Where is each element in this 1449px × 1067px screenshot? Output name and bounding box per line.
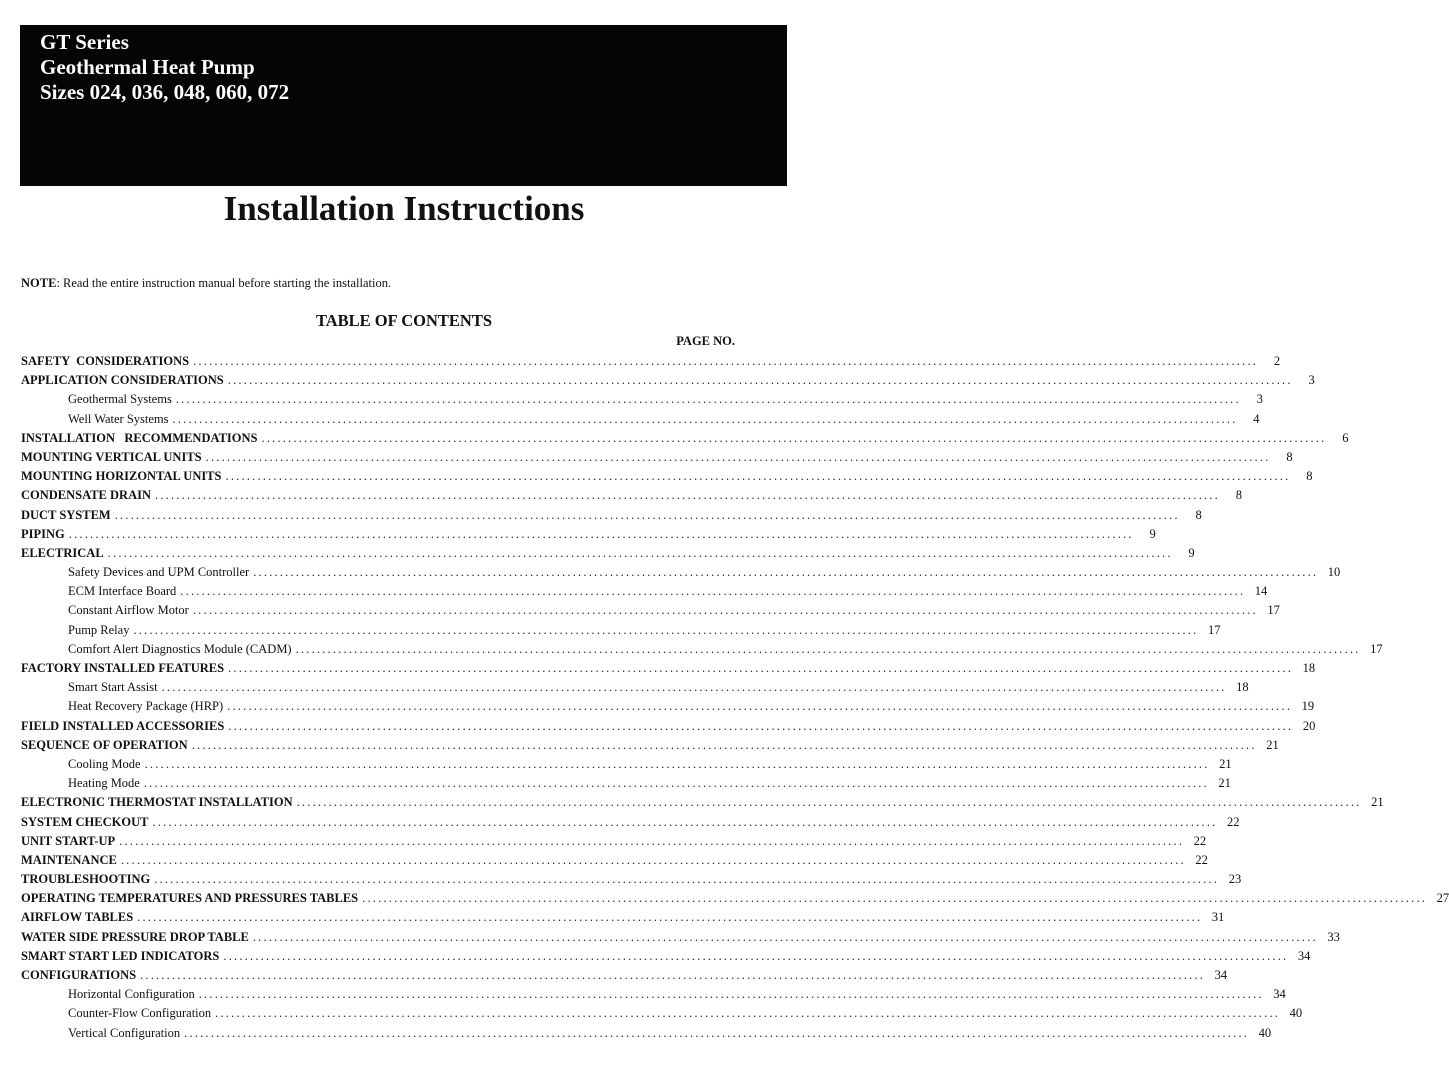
note-label: NOTE [21,276,57,290]
toc-entry[interactable] [21,371,1315,390]
toc-entry-page-number: 8 [1235,488,1242,503]
toc-entry-label: Pump Relay [68,622,130,637]
toc-entry-page-number: 2 [1273,354,1281,368]
toc-dot-leader: ........................................................................................................................................................................................................ [215,1006,1281,1021]
toc-entry[interactable] [21,429,1349,448]
toc-entry-page-number: 22 [1226,814,1240,829]
toc-entry[interactable] [21,793,1384,812]
product-series: GT Series [40,30,129,54]
toc-entry-label: UNIT START-UP [21,833,116,848]
toc-dot-leader: ........................................................................................................................................................................................................ [192,603,1258,618]
toc-entry-page-number: 17 [1267,603,1280,618]
toc-entry-label: PIPING [21,526,65,541]
toc-entry-page-number: 8 [1306,469,1313,484]
toc-dot-leader: ........................................................................................................................................................................................................ [295,641,1361,656]
toc-entry[interactable] [21,506,1202,525]
toc-entry-page-number: 4 [1253,411,1260,426]
toc-entry[interactable] [21,410,1260,429]
toc-entry-label: Smart Start Assist [68,680,158,695]
toc-entry[interactable] [21,832,1207,851]
toc-entry[interactable] [21,390,1263,409]
toc-entry-label: OPERATING TEMPERATURES AND PRESSURES TABLES [21,891,359,906]
toc-entry[interactable] [21,755,1232,774]
toc-dot-leader: ........................................................................................................................................................................................................ [191,737,1257,752]
toc-dot-leader: ........................................................................................................................................................................................................ [225,469,1291,484]
toc-entry[interactable] [21,928,1340,947]
toc-entry-label: Comfort Alert Diagnostics Module (CADM) [68,641,292,656]
toc-entry[interactable] [21,486,1242,505]
toc-entry-label: FACTORY INSTALLED FEATURES [21,661,225,675]
toc-entry-page-number: 40 [1289,1006,1303,1021]
toc-entry-label: MAINTENANCE [21,852,117,867]
toc-dot-leader: ........................................................................................................................................................................................................ [154,872,1220,887]
toc-dot-leader: ........................................................................................................................................................................................................ [114,507,1180,522]
toc-dot-leader: ........................................................................................................................................................................................................ [155,488,1220,503]
toc-entry[interactable] [21,813,1240,832]
toc-entry[interactable] [21,985,1286,1004]
toc-entry-page-number: 34 [1297,948,1311,963]
toc-entry-page-number: 21 [1219,756,1232,771]
toc-entry[interactable] [21,563,1341,582]
toc-entry[interactable] [21,467,1313,486]
toc-entry[interactable] [21,736,1279,755]
toc-dot-leader: ........................................................................................................................................................................................................ [223,948,1289,963]
toc-dot-leader: ........................................................................................................................................................................................................ [152,814,1218,829]
toc-entry-label: SAFETY CONSIDERATIONS [21,354,190,368]
toc-entry-label: CONDENSATE DRAIN [21,488,151,503]
toc-entry-page-number: 34 [1214,968,1228,982]
note-text: : Read the entire instruction manual before starting the installation. [56,276,392,290]
toc-dot-leader: ........................................................................................................................................................................................................ [137,910,1203,925]
toc-entry-page-number: 34 [1273,987,1286,1002]
toc-entry-page-number: 23 [1228,872,1242,887]
toc-entry-label: Horizontal Configuration [68,987,195,1002]
toc-entry-page-number: 19 [1301,699,1315,714]
toc-dot-leader: ........................................................................................................................................................................................................ [252,929,1318,944]
toc-entry-page-number: 10 [1327,565,1341,580]
toc-entry[interactable] [21,640,1383,659]
toc-entry-page-number: 31 [1211,910,1225,925]
toc-entry-page-number: 14 [1254,584,1268,599]
toc-entry[interactable] [21,717,1316,736]
toc-entry[interactable] [21,851,1208,870]
toc-entry[interactable] [21,544,1195,563]
toc-entry-page-number: 9 [1188,545,1195,560]
toc-entry-label: MOUNTING HORIZONTAL UNITS [21,469,222,484]
toc-entry[interactable] [21,697,1315,716]
toc-entry-label: DUCT SYSTEM [21,507,111,522]
toc-dot-leader: ........................................................................................................................................................................................................ [253,565,1319,580]
toc-entry[interactable] [21,678,1249,697]
toc-entry[interactable] [21,1004,1303,1023]
toc-entry-label: MOUNTING VERTICAL UNITS [21,449,202,464]
toc-entry[interactable] [21,870,1242,889]
toc-entry[interactable] [21,448,1293,467]
toc-entry[interactable] [21,621,1221,640]
toc-dot-leader: ........................................................................................................................................................................................................ [205,449,1271,464]
toc-dot-leader: ........................................................................................................................................................................................................ [227,373,1293,388]
toc-entry-label: AIRFLOW TABLES [21,910,134,925]
toc-entry-page-number: 17 [1207,622,1221,637]
toc-heading: TABLE OF CONTENTS [315,311,493,330]
toc-entry-label: Geothermal Systems [68,392,172,407]
toc-entry-page-number: 33 [1327,929,1340,944]
toc-entry-page-number: 3 [1256,392,1263,407]
toc-entry-label: WATER SIDE PRESSURE DROP TABLE [21,929,249,944]
toc-dot-leader: ........................................................................................................................................................................................................ [362,891,1428,906]
toc-entry-page-number: 21 [1266,737,1279,752]
toc-dot-leader: ........................................................................................................................................................................................................ [119,833,1185,848]
toc-dot-leader: ........................................................................................................................................................................................................ [133,622,1199,637]
toc-entry[interactable] [21,525,1156,544]
toc-entry-page-number: 8 [1286,449,1293,464]
toc-dot-leader: ........................................................................................................................................................................................................ [296,795,1362,810]
toc-entry-label: ECM Interface Board [68,584,177,599]
toc-entry-page-number: 21 [1218,776,1231,791]
toc-dot-leader: ........................................................................................................................................................................................................ [228,661,1294,675]
toc-entry-label: CONFIGURATIONS [21,968,137,982]
toc-entry-label: Heating Mode [68,776,140,791]
toc-entry-label: Cooling Mode [68,756,141,771]
toc-entry-label: SYSTEM CHECKOUT [21,814,149,829]
toc-entry-label: Safety Devices and UPM Controller [68,565,250,580]
toc-entry-page-number: 18 [1236,680,1249,695]
toc-entry-page-number: 20 [1302,718,1316,733]
toc-entry-page-number: 9 [1149,526,1156,541]
toc-entry-label: Counter-Flow Configuration [68,1006,212,1021]
toc-dot-leader: ........................................................................................................................................................................................................ [161,680,1227,695]
toc-dot-leader: ........................................................................................................................................................................................................ [172,411,1238,426]
toc-dot-leader: ........................................................................................................................................................................................................ [261,430,1327,445]
toc-dot-leader: ........................................................................................................................................................................................................ [143,776,1209,791]
toc-dot-leader: ........................................................................................................................................................................................................ [193,354,1259,368]
toc-dot-leader: ........................................................................................................................................................................................................ [180,584,1246,599]
toc-entry[interactable] [21,947,1311,966]
toc-entry-label: Heat Recovery Package (HRP) [68,699,224,714]
toc-entry-page-number: 22 [1195,852,1208,867]
toc-dot-leader: ........................................................................................................................................................................................................ [227,699,1293,714]
toc-entry[interactable] [21,908,1225,927]
product-type: Geothermal Heat Pump [40,55,255,79]
toc-dot-leader: ........................................................................................................................................................................................................ [120,852,1186,867]
toc-entry-label: Constant Airflow Motor [68,603,189,618]
toc-dot-leader: ........................................................................................................................................................................................................ [228,718,1294,733]
toc-entry-label: Vertical Configuration [68,1025,181,1040]
toc-entry-label: SMART START LED INDICATORS [21,948,220,963]
toc-entry-label: ELECTRONIC THERMOSTAT INSTALLATION [21,795,293,810]
toc-dot-leader: ........................................................................................................................................................................................................ [198,987,1264,1002]
product-sizes: Sizes 024, 036, 048, 060, 072 [40,80,290,104]
toc-entry-label: FIELD INSTALLED ACCESSORIES [21,718,225,733]
header-banner [20,25,787,186]
toc-entry-page-number: 6 [1342,430,1349,445]
toc-dot-leader: ........................................................................................................................................................................................................ [68,526,1134,541]
toc-entry-label: TROUBLESHOOTING [21,872,151,887]
toc-entry-label: APPLICATION CONSIDERATIONS [21,373,224,388]
toc-entry[interactable] [21,659,1316,678]
table-of-contents [21,352,1449,1043]
toc-dot-leader: ........................................................................................................................................................................................................ [107,545,1173,560]
page-number-header: PAGE NO. [676,334,735,348]
toc-entry-label: Well Water Systems [68,411,169,426]
toc-dot-leader: ........................................................................................................................................................................................................ [144,756,1210,771]
toc-dot-leader: ........................................................................................................................................................................................................ [140,968,1206,982]
note-line [21,276,391,291]
toc-entry[interactable] [21,966,1228,985]
toc-entry[interactable] [21,1024,1272,1043]
toc-entry-label: INSTALLATION RECOMMENDATIONS [21,430,258,445]
document-title: Installation Instructions [223,189,585,228]
toc-entry-page-number: 40 [1258,1025,1272,1040]
toc-entry-page-number: 17 [1370,641,1383,656]
toc-entry[interactable] [21,582,1268,601]
banner-text-block [40,30,289,105]
toc-entry-page-number: 27 [1436,891,1449,906]
toc-entry[interactable] [21,889,1449,908]
toc-entry-page-number: 8 [1195,507,1202,522]
toc-entry-page-number: 18 [1302,661,1316,675]
toc-entry-page-number: 22 [1193,833,1207,848]
toc-entry[interactable] [21,601,1280,620]
toc-entry-label: ELECTRICAL [21,545,104,560]
toc-entry-page-number: 3 [1308,373,1315,388]
toc-dot-leader: ........................................................................................................................................................................................................ [184,1025,1250,1040]
toc-entry[interactable] [21,352,1281,371]
toc-entry-page-number: 21 [1371,795,1384,810]
toc-entry-label: SEQUENCE OF OPERATION [21,737,188,752]
toc-dot-leader: ........................................................................................................................................................................................................ [175,392,1241,407]
toc-entry[interactable] [21,774,1231,793]
